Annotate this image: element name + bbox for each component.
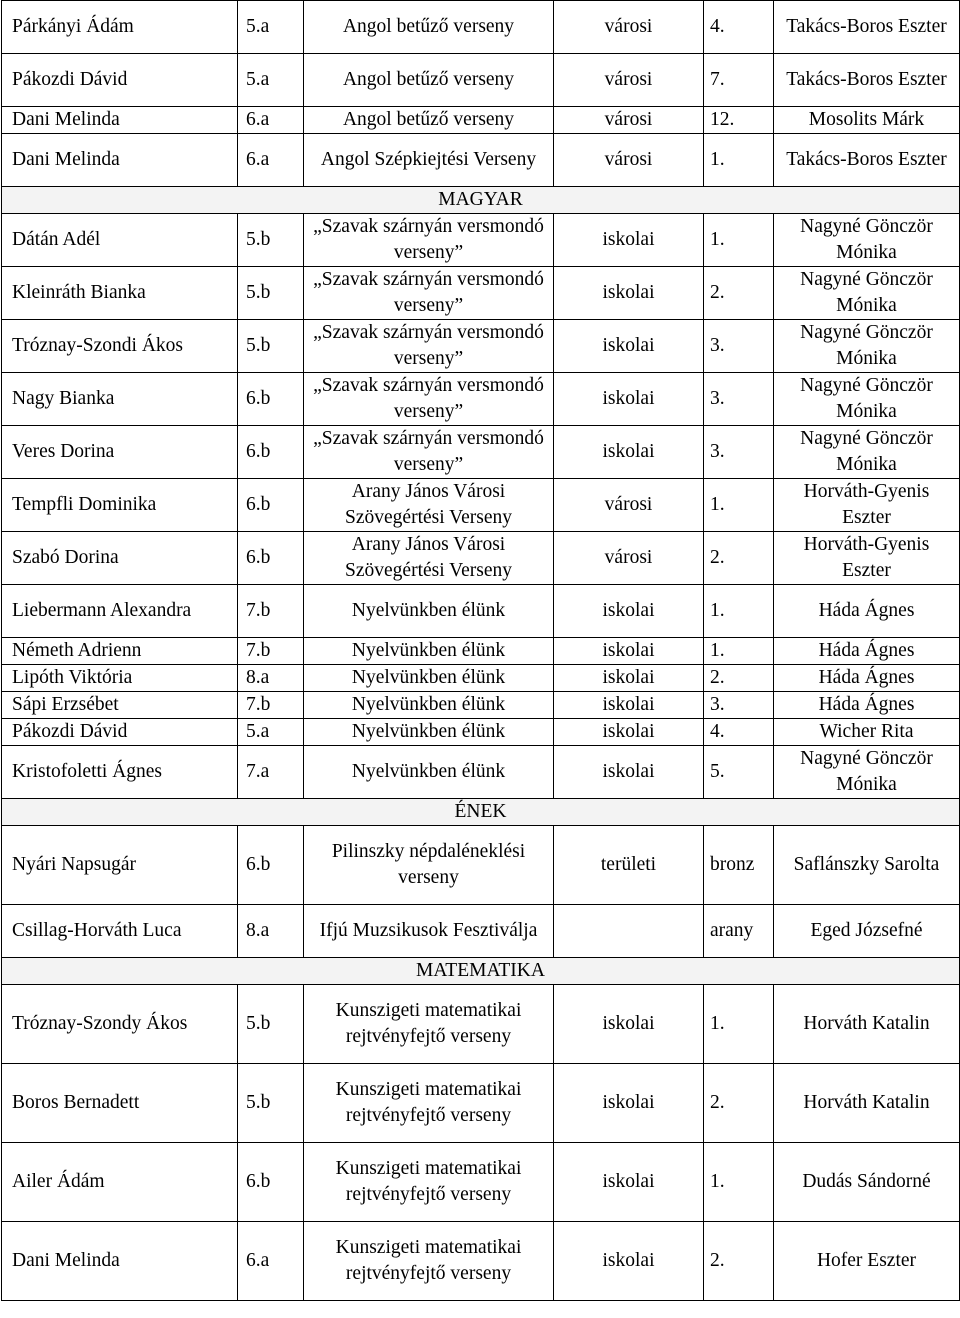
competition-cell: „Szavak szárnyán versmondó verseny” <box>304 267 554 320</box>
competition-cell: Nyelvünkben élünk <box>304 746 554 799</box>
place-cell: 2. <box>704 1222 774 1301</box>
class-cell: 6.a <box>238 134 304 187</box>
teacher-cell: Nagyné Gönczör Mónika <box>774 746 960 799</box>
place-cell: 1. <box>704 214 774 267</box>
competition-cell: Angol betűző verseny <box>304 54 554 107</box>
table-row <box>2 1064 960 1143</box>
level-cell: iskolai <box>554 638 704 665</box>
level-cell: városi <box>554 1 704 54</box>
table-row <box>2 267 960 320</box>
teacher-cell: Horváth-Gyenis Eszter <box>774 532 960 585</box>
table-row <box>2 134 960 187</box>
class-cell: 6.b <box>238 826 304 905</box>
competition-cell: Angol betűző verseny <box>304 1 554 54</box>
class-cell: 5.b <box>238 267 304 320</box>
teacher-cell: Mosolits Márk <box>774 107 960 134</box>
table-row <box>2 665 960 692</box>
student-name: Csillag-Horváth Luca <box>2 905 238 958</box>
place-cell: 1. <box>704 985 774 1064</box>
level-cell: iskolai <box>554 665 704 692</box>
student-name: Boros Bernadett <box>2 1064 238 1143</box>
level-cell: területi <box>554 826 704 905</box>
level-cell: városi <box>554 532 704 585</box>
student-name: Pákozdi Dávid <box>2 719 238 746</box>
table-row <box>2 320 960 373</box>
table-row <box>2 692 960 719</box>
student-name: Pákozdi Dávid <box>2 54 238 107</box>
teacher-cell: Takács-Boros Eszter <box>774 134 960 187</box>
place-cell: 2. <box>704 532 774 585</box>
teacher-cell: Saflánszky Sarolta <box>774 826 960 905</box>
section-title: MAGYAR <box>2 187 960 214</box>
place-cell: 1. <box>704 638 774 665</box>
student-name: Kleinráth Bianka <box>2 267 238 320</box>
class-cell: 6.b <box>238 479 304 532</box>
table-row <box>2 54 960 107</box>
place-cell: 4. <box>704 719 774 746</box>
competition-cell: Nyelvünkben élünk <box>304 638 554 665</box>
level-cell: iskolai <box>554 214 704 267</box>
student-name: Sápi Erzsébet <box>2 692 238 719</box>
table-row <box>2 905 960 958</box>
table-row <box>2 107 960 134</box>
student-name: Nagy Bianka <box>2 373 238 426</box>
competition-cell: Ifjú Muzsikusok Fesztiválja <box>304 905 554 958</box>
competition-cell: „Szavak szárnyán versmondó verseny” <box>304 426 554 479</box>
teacher-cell: Nagyné Gönczör Mónika <box>774 426 960 479</box>
student-name: Dani Melinda <box>2 134 238 187</box>
section-header-row <box>2 187 960 214</box>
teacher-cell: Horváth-Gyenis Eszter <box>774 479 960 532</box>
competition-cell: Nyelvünkben élünk <box>304 692 554 719</box>
class-cell: 5.b <box>238 214 304 267</box>
place-cell: 7. <box>704 54 774 107</box>
table-row <box>2 719 960 746</box>
place-cell: 1. <box>704 479 774 532</box>
competition-cell: Nyelvünkben élünk <box>304 665 554 692</box>
class-cell: 7.a <box>238 746 304 799</box>
competition-cell: Nyelvünkben élünk <box>304 719 554 746</box>
level-cell <box>554 905 704 958</box>
table-row <box>2 532 960 585</box>
section-title: MATEMATIKA <box>2 958 960 985</box>
level-cell: városi <box>554 479 704 532</box>
teacher-cell: Háda Ágnes <box>774 692 960 719</box>
student-name: Tróznay-Szondy Ákos <box>2 985 238 1064</box>
table-row <box>2 638 960 665</box>
teacher-cell: Horváth Katalin <box>774 1064 960 1143</box>
class-cell: 5.b <box>238 1064 304 1143</box>
class-cell: 5.b <box>238 320 304 373</box>
place-cell: 3. <box>704 373 774 426</box>
student-name: Liebermann Alexandra <box>2 585 238 638</box>
competition-cell: Kunszigeti matematikai rejtvényfejtő verseny <box>304 1064 554 1143</box>
level-cell: városi <box>554 107 704 134</box>
table-row <box>2 426 960 479</box>
table-row <box>2 1 960 54</box>
teacher-cell: Nagyné Gönczör Mónika <box>774 267 960 320</box>
level-cell: iskolai <box>554 692 704 719</box>
place-cell: 3. <box>704 426 774 479</box>
place-cell: 2. <box>704 1064 774 1143</box>
competition-cell: Pilinszky népdaléneklési verseny <box>304 826 554 905</box>
student-name: Dátán Adél <box>2 214 238 267</box>
place-cell: 2. <box>704 665 774 692</box>
student-name: Németh Adrienn <box>2 638 238 665</box>
level-cell: iskolai <box>554 719 704 746</box>
place-cell: bronz <box>704 826 774 905</box>
competition-cell: Angol betűző verseny <box>304 107 554 134</box>
student-name: Nyári Napsugár <box>2 826 238 905</box>
competition-cell: „Szavak szárnyán versmondó verseny” <box>304 214 554 267</box>
class-cell: 6.b <box>238 426 304 479</box>
level-cell: iskolai <box>554 267 704 320</box>
table-row <box>2 1222 960 1301</box>
place-cell: 1. <box>704 585 774 638</box>
competition-cell: Arany János Városi Szövegértési Verseny <box>304 532 554 585</box>
teacher-cell: Nagyné Gönczör Mónika <box>774 320 960 373</box>
student-name: Tempfli Dominika <box>2 479 238 532</box>
level-cell: iskolai <box>554 320 704 373</box>
class-cell: 8.a <box>238 665 304 692</box>
competition-cell: Arany János Városi Szövegértési Verseny <box>304 479 554 532</box>
class-cell: 6.b <box>238 373 304 426</box>
student-name: Szabó Dorina <box>2 532 238 585</box>
teacher-cell: Wicher Rita <box>774 719 960 746</box>
student-name: Dani Melinda <box>2 107 238 134</box>
place-cell: 4. <box>704 1 774 54</box>
competition-cell: Kunszigeti matematikai rejtvényfejtő verseny <box>304 985 554 1064</box>
competition-cell: Kunszigeti matematikai rejtvényfejtő verseny <box>304 1143 554 1222</box>
place-cell: 1. <box>704 134 774 187</box>
class-cell: 6.b <box>238 532 304 585</box>
table-row <box>2 985 960 1064</box>
competition-cell: Nyelvünkben élünk <box>304 585 554 638</box>
level-cell: iskolai <box>554 746 704 799</box>
competition-cell: Angol Szépkiejtési Verseny <box>304 134 554 187</box>
class-cell: 5.a <box>238 54 304 107</box>
table-row <box>2 373 960 426</box>
teacher-cell: Eged Józsefné <box>774 905 960 958</box>
class-cell: 8.a <box>238 905 304 958</box>
teacher-cell: Takács-Boros Eszter <box>774 54 960 107</box>
competition-cell: Kunszigeti matematikai rejtvényfejtő verseny <box>304 1222 554 1301</box>
section-header-row <box>2 799 960 826</box>
section-title: ÉNEK <box>2 799 960 826</box>
student-name: Kristofoletti Ágnes <box>2 746 238 799</box>
level-cell: városi <box>554 54 704 107</box>
student-name: Ailer Ádám <box>2 1143 238 1222</box>
class-cell: 5.a <box>238 1 304 54</box>
student-name: Dani Melinda <box>2 1222 238 1301</box>
teacher-cell: Háda Ágnes <box>774 585 960 638</box>
teacher-cell: Hofer Eszter <box>774 1222 960 1301</box>
table-row <box>2 746 960 799</box>
teacher-cell: Háda Ágnes <box>774 638 960 665</box>
competition-cell: „Szavak szárnyán versmondó verseny” <box>304 320 554 373</box>
class-cell: 6.a <box>238 107 304 134</box>
level-cell: iskolai <box>554 585 704 638</box>
level-cell: iskolai <box>554 373 704 426</box>
level-cell: iskolai <box>554 426 704 479</box>
level-cell: iskolai <box>554 985 704 1064</box>
section-header-row <box>2 958 960 985</box>
table-row <box>2 585 960 638</box>
results-table-body <box>2 1 960 1301</box>
teacher-cell: Nagyné Gönczör Mónika <box>774 373 960 426</box>
table-row <box>2 479 960 532</box>
place-cell: 2. <box>704 267 774 320</box>
table-row <box>2 214 960 267</box>
class-cell: 5.a <box>238 719 304 746</box>
results-table <box>1 0 960 1301</box>
class-cell: 6.a <box>238 1222 304 1301</box>
level-cell: iskolai <box>554 1064 704 1143</box>
class-cell: 7.b <box>238 638 304 665</box>
level-cell: iskolai <box>554 1143 704 1222</box>
class-cell: 7.b <box>238 585 304 638</box>
teacher-cell: Háda Ágnes <box>774 665 960 692</box>
student-name: Tróznay-Szondi Ákos <box>2 320 238 373</box>
student-name: Párkányi Ádám <box>2 1 238 54</box>
level-cell: városi <box>554 134 704 187</box>
table-row <box>2 826 960 905</box>
place-cell: 5. <box>704 746 774 799</box>
place-cell: 12. <box>704 107 774 134</box>
level-cell: iskolai <box>554 1222 704 1301</box>
competition-cell: „Szavak szárnyán versmondó verseny” <box>304 373 554 426</box>
class-cell: 6.b <box>238 1143 304 1222</box>
place-cell: arany <box>704 905 774 958</box>
class-cell: 7.b <box>238 692 304 719</box>
table-row <box>2 1143 960 1222</box>
teacher-cell: Dudás Sándorné <box>774 1143 960 1222</box>
student-name: Lipóth Viktória <box>2 665 238 692</box>
class-cell: 5.b <box>238 985 304 1064</box>
teacher-cell: Nagyné Gönczör Mónika <box>774 214 960 267</box>
teacher-cell: Horváth Katalin <box>774 985 960 1064</box>
place-cell: 3. <box>704 692 774 719</box>
place-cell: 1. <box>704 1143 774 1222</box>
student-name: Veres Dorina <box>2 426 238 479</box>
teacher-cell: Takács-Boros Eszter <box>774 1 960 54</box>
place-cell: 3. <box>704 320 774 373</box>
